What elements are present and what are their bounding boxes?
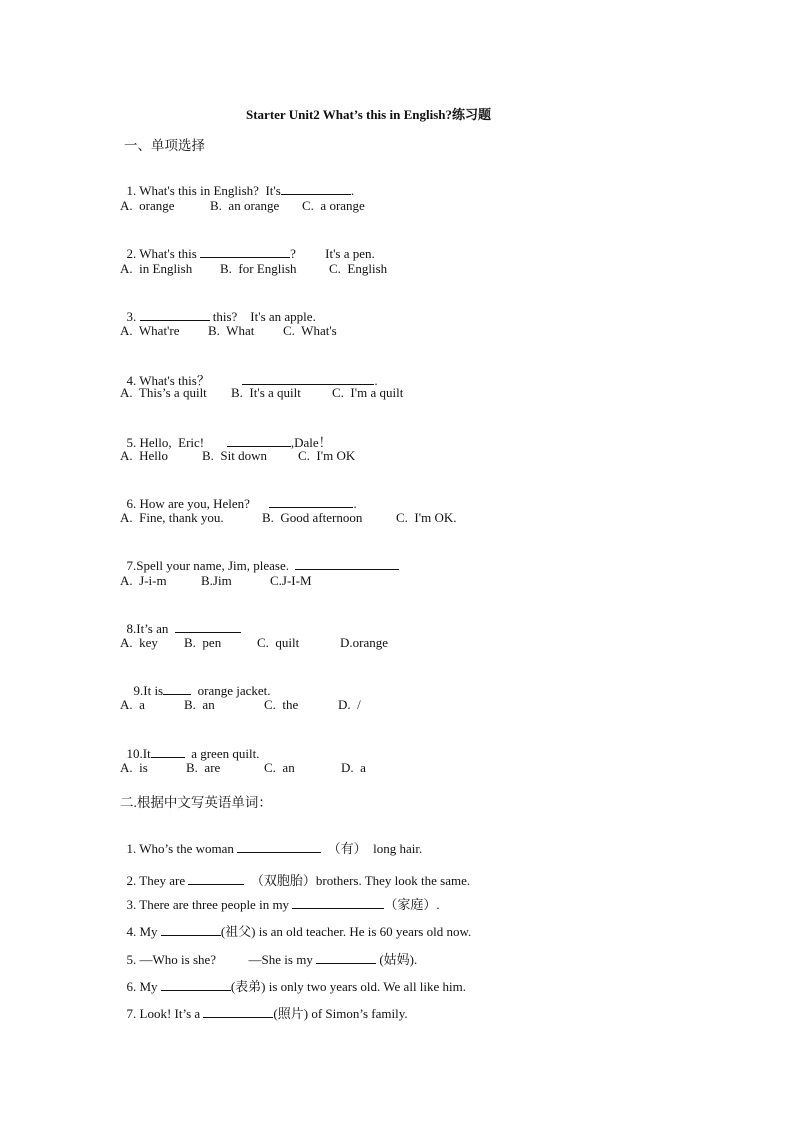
option-c: C. I'm OK. bbox=[396, 510, 457, 525]
question-text-tail: ? It's a pen. bbox=[290, 246, 375, 261]
answer-blank[interactable] bbox=[242, 372, 374, 385]
option-c: C. I'm OK bbox=[298, 448, 356, 463]
question-6 bbox=[120, 479, 357, 512]
answer-blank[interactable] bbox=[151, 745, 185, 758]
answer-blank[interactable] bbox=[140, 308, 210, 321]
answer-blank[interactable] bbox=[281, 182, 351, 195]
option-a: A. What're bbox=[120, 323, 180, 338]
option-c: C. quilt bbox=[257, 635, 300, 650]
option-a: A. a bbox=[120, 697, 145, 712]
item-text-tail: （双胞胎）brothers. They look the same. bbox=[250, 873, 471, 888]
option-a: A. J-i-m bbox=[120, 573, 167, 588]
question-4 bbox=[120, 354, 378, 389]
question-text: 7.Spell your name, Jim, please. bbox=[126, 558, 289, 573]
question-10 bbox=[120, 729, 259, 762]
section-2-heading: 二.根据中文写英语单词： bbox=[120, 795, 272, 810]
question-3 bbox=[120, 292, 316, 325]
question-text-tail: a green quilt. bbox=[191, 746, 260, 761]
answer-blank[interactable] bbox=[175, 620, 241, 633]
item-text-tail: (照片) of Simon’s family. bbox=[273, 1006, 408, 1021]
option-c: C. English bbox=[329, 261, 388, 276]
option-b: B. for English bbox=[220, 261, 297, 276]
option-a: A. is bbox=[120, 760, 148, 775]
option-c: C. What's bbox=[283, 323, 337, 338]
item-text-tail: (祖父) is an old teacher. He is 60 years old now. bbox=[220, 924, 472, 939]
question-text-tail: . bbox=[353, 496, 357, 511]
option-b: B. pen bbox=[184, 635, 222, 650]
question-text: 3. bbox=[126, 309, 137, 324]
option-a: A. orange bbox=[120, 198, 175, 213]
question-text: 10.It bbox=[126, 746, 151, 761]
option-a: A. Fine, thank you. bbox=[120, 510, 224, 525]
option-b: B.Jim bbox=[201, 573, 232, 588]
question-text-tail: orange jacket. bbox=[197, 683, 271, 698]
item-text: 3. There are three people in my bbox=[126, 897, 290, 912]
fill-item-1 bbox=[120, 822, 422, 857]
item-text: 7. Look! It’s a bbox=[126, 1006, 201, 1021]
question-text-tail: . bbox=[374, 373, 378, 388]
option-d: D.orange bbox=[340, 635, 389, 650]
answer-blank[interactable] bbox=[295, 557, 399, 570]
item-text-tail: (姑妈). bbox=[379, 952, 418, 967]
answer-blank[interactable] bbox=[163, 682, 191, 695]
answer-blank[interactable] bbox=[237, 840, 321, 853]
option-c: C. an bbox=[264, 760, 295, 775]
question-9 bbox=[127, 666, 271, 699]
option-b: B. Good afternoon bbox=[262, 510, 363, 525]
question-8 bbox=[120, 604, 241, 637]
question-text: 4. What's this？ bbox=[126, 373, 210, 388]
item-text: 1. Who’s the woman bbox=[126, 841, 234, 856]
item-text: 6. My bbox=[126, 979, 158, 994]
question-text-tail: ,Dale！ bbox=[290, 435, 332, 450]
answer-blank[interactable] bbox=[203, 1005, 273, 1018]
question-1 bbox=[120, 166, 354, 199]
option-d: D. a bbox=[341, 760, 366, 775]
question-2 bbox=[120, 229, 375, 262]
fill-item-7 bbox=[120, 987, 408, 1022]
item-text-tail: （家庭）. bbox=[384, 897, 440, 912]
option-a: A. key bbox=[120, 635, 158, 650]
question-text-tail: this? It's an apple. bbox=[212, 309, 316, 324]
option-a: A. in English bbox=[120, 261, 193, 276]
question-text: 5. Hello, Eric! bbox=[126, 435, 205, 450]
question-text: 8.It’s an bbox=[126, 621, 169, 636]
question-text: 9.It is bbox=[133, 683, 164, 698]
option-c: C. I'm a quilt bbox=[332, 385, 404, 400]
option-b: B. It's a quilt bbox=[231, 385, 301, 400]
option-c: C. a orange bbox=[302, 198, 365, 213]
question-7 bbox=[120, 541, 399, 574]
item-text: 5. —Who is she? —She is my bbox=[126, 952, 313, 967]
option-c: C. the bbox=[264, 697, 299, 712]
question-text: 1. What's this in English? It's bbox=[126, 183, 281, 198]
option-b: B. What bbox=[208, 323, 255, 338]
answer-blank[interactable] bbox=[227, 434, 291, 447]
option-b: B. are bbox=[186, 760, 221, 775]
option-b: B. an orange bbox=[210, 198, 280, 213]
question-text: 6. How are you, Helen? bbox=[126, 496, 250, 511]
page-title: Starter Unit2 What’s this in English?练习题 bbox=[246, 107, 491, 122]
option-c: C.J-I-M bbox=[270, 573, 312, 588]
option-b: B. an bbox=[184, 697, 215, 712]
item-text: 4. My bbox=[126, 924, 158, 939]
option-a: A. Hello bbox=[120, 448, 169, 463]
answer-blank[interactable] bbox=[200, 245, 290, 258]
item-text-tail: （有） long hair. bbox=[327, 841, 423, 856]
question-text-tail: . bbox=[350, 183, 355, 198]
option-b: B. Sit down bbox=[202, 448, 268, 463]
answer-blank[interactable] bbox=[269, 495, 353, 508]
item-text: 2. They are bbox=[126, 873, 186, 888]
question-text: 2. What's this bbox=[126, 246, 197, 261]
option-a: A. This’s a quilt bbox=[120, 385, 207, 400]
option-d: D. / bbox=[338, 697, 361, 712]
item-text-tail: (表弟) is only two years old. We all like him. bbox=[230, 979, 467, 994]
question-5 bbox=[120, 416, 332, 451]
section-1-heading: 一、单项选择 bbox=[124, 138, 205, 153]
